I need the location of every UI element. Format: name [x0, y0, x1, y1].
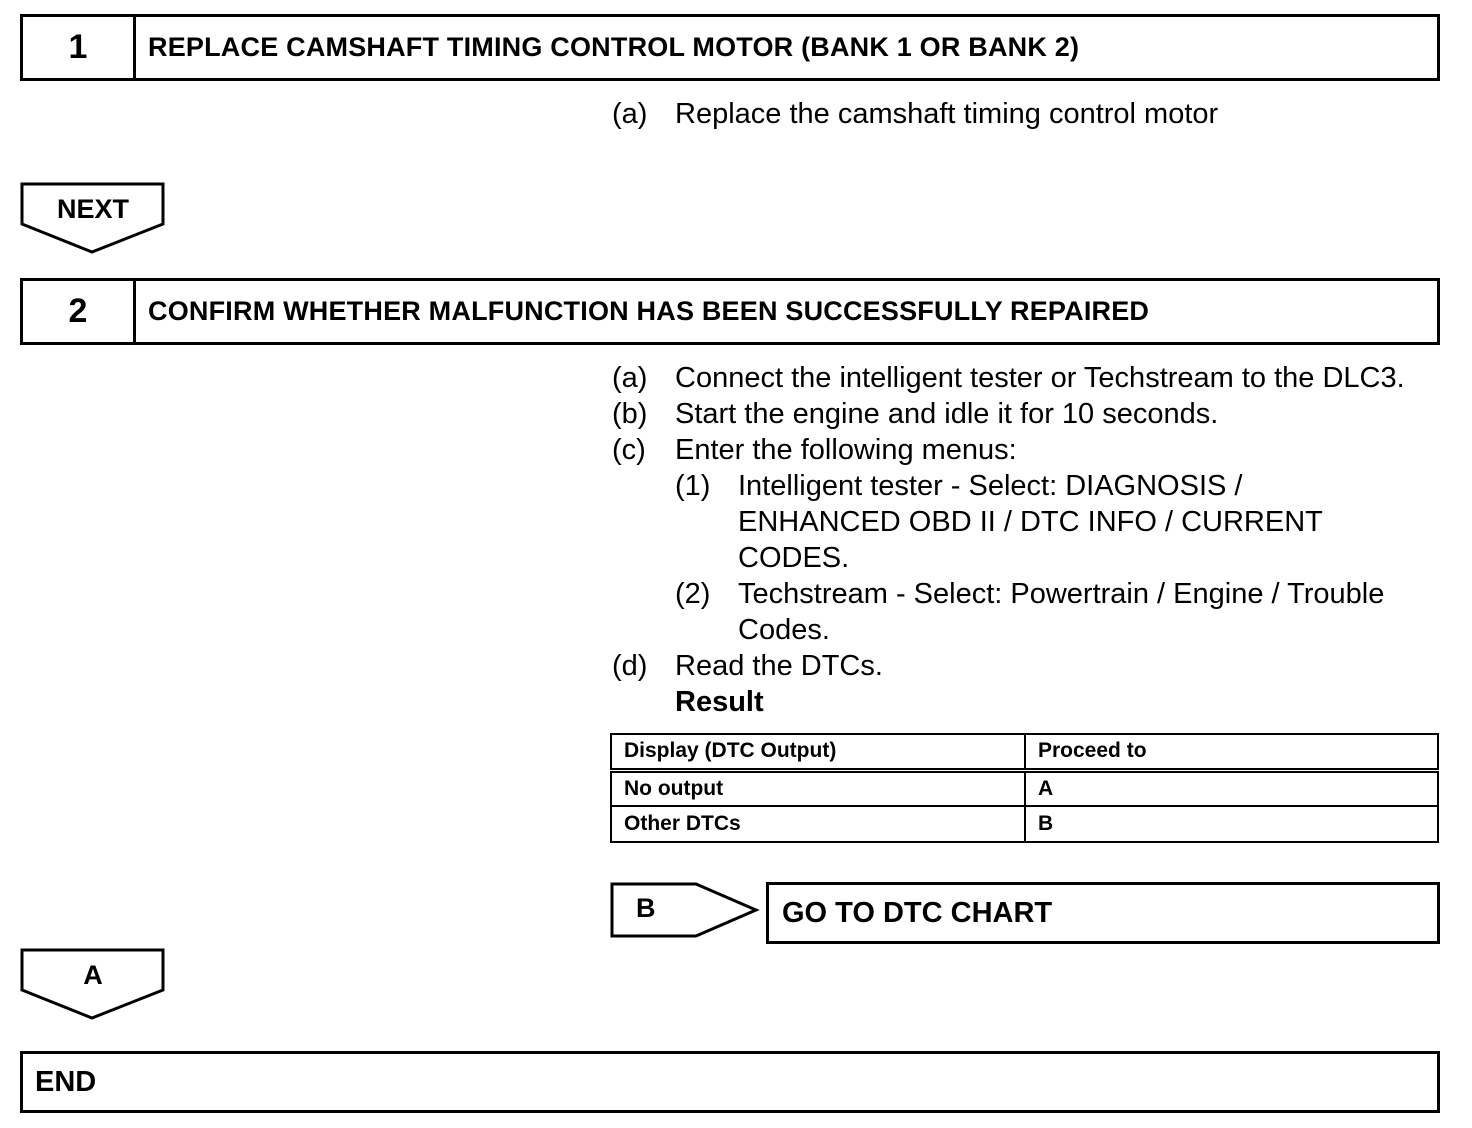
result-table — [610, 733, 1439, 843]
step-number: 2 — [23, 281, 136, 342]
go-to-dtc-chart-box: GO TO DTC CHART — [766, 882, 1440, 944]
item-marker: (1) — [675, 470, 711, 502]
item-text: CODES. — [738, 542, 850, 574]
step-title: CONFIRM WHETHER MALFUNCTION HAS BEEN SUCCESSFULLY REPAIRED — [148, 296, 1150, 326]
next-arrow — [20, 182, 166, 256]
table-header-cell: Display (DTC Output) — [611, 734, 1025, 770]
step-number: 1 — [23, 17, 136, 78]
end-box: END — [20, 1051, 1440, 1113]
item-marker: (a) — [612, 98, 648, 130]
table-cell: A — [1025, 770, 1438, 806]
branch-b-label: B — [636, 893, 656, 923]
item-marker: (d) — [612, 650, 648, 682]
step-title: REPLACE CAMSHAFT TIMING CONTROL MOTOR (BANK 1 OR BANK 2) — [148, 32, 1080, 62]
result-heading: Result — [675, 686, 764, 718]
item-text: Read the DTCs. — [675, 650, 883, 682]
item-text: Connect the intelligent tester or Techstream to the DLC3. — [675, 362, 1405, 394]
step-2-header — [20, 278, 1440, 345]
right-arrow-icon — [610, 882, 760, 940]
branch-a-label: A — [83, 960, 103, 990]
item-text: Start the engine and idle it for 10 seconds. — [675, 398, 1219, 430]
item-marker: (c) — [612, 434, 646, 466]
next-label: NEXT — [56, 194, 129, 224]
table-row — [611, 770, 1438, 806]
item-marker: (a) — [612, 362, 648, 394]
item-text: Codes. — [738, 614, 830, 646]
table-cell: B — [1025, 806, 1438, 842]
item-marker: (2) — [675, 578, 711, 610]
item-text: Techstream - Select: Powertrain / Engine / Trouble — [738, 578, 1385, 610]
table-row — [611, 806, 1438, 842]
branch-a-arrow — [20, 948, 166, 1022]
branch-b-arrow — [610, 882, 760, 940]
item-marker: (b) — [612, 398, 648, 430]
table-header-row — [611, 734, 1438, 770]
item-text: Enter the following menus: — [675, 434, 1017, 466]
table-cell: No output — [611, 770, 1025, 806]
item-text: Replace the camshaft timing control motor — [675, 98, 1219, 130]
table-cell: Other DTCs — [611, 806, 1025, 842]
step-1-header — [20, 14, 1440, 81]
item-text: ENHANCED OBD II / DTC INFO / CURRENT — [738, 506, 1323, 538]
item-text: Intelligent tester - Select: DIAGNOSIS / — [738, 470, 1243, 502]
table-header-cell: Proceed to — [1025, 734, 1438, 770]
